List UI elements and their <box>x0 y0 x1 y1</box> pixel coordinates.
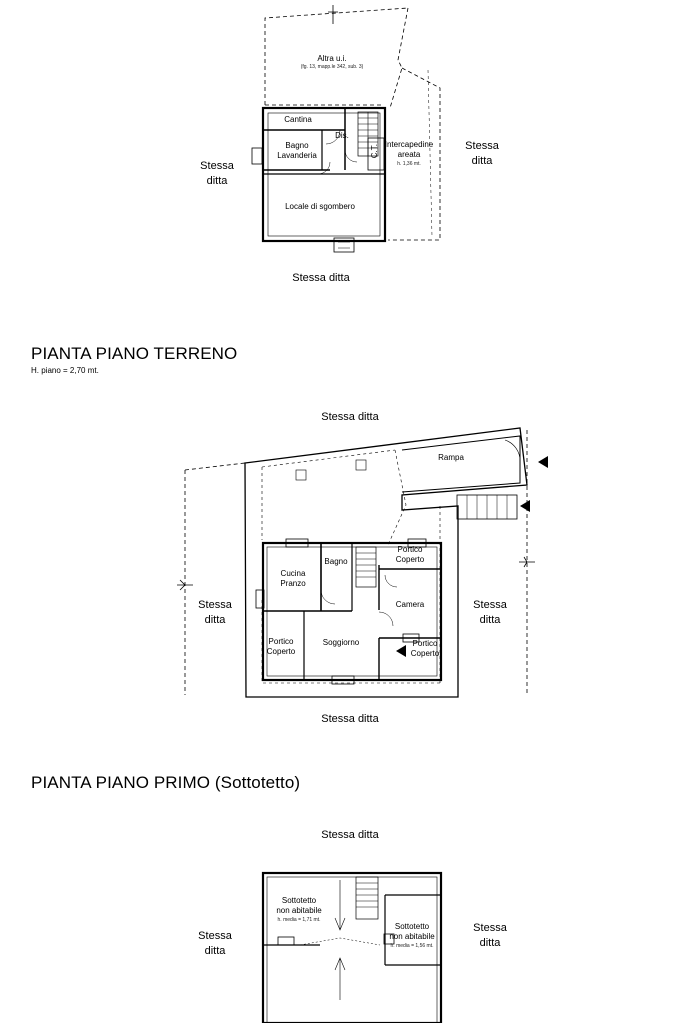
room-altra-ui: Altra u.i. <box>317 54 347 63</box>
first-floor-title: PIANTA PIANO PRIMO (Sottotetto) <box>31 773 301 792</box>
neighbor-basement-bottom: Stessa ditta <box>292 272 350 284</box>
neighbor-basement-left: Stessa ditta <box>200 160 234 187</box>
room-sottotetto-right-note: h. media = 1,56 mt. <box>390 943 434 949</box>
neighbor-basement-right: Stessa ditta <box>465 140 499 167</box>
room-cucina-pranzo: Cucina Pranzo <box>280 569 306 588</box>
neighbor-ground-top: Stessa ditta <box>321 411 379 423</box>
room-ct: C.T. <box>370 144 379 159</box>
neighbor-ground-left: Stessa ditta <box>198 599 232 626</box>
neighbor-ground-bottom: Stessa ditta <box>321 713 379 725</box>
neighbor-first-left: Stessa ditta <box>198 930 232 957</box>
room-sottotetto-left: Sottotetto non abitabile <box>276 896 322 915</box>
room-bagno-lavanderia: Bagno Lavanderia <box>277 141 317 160</box>
room-portico-coperto-top: Portico Coperto <box>395 545 425 564</box>
room-bagno: Bagno <box>324 557 348 566</box>
room-altra-ui-note: (fg. 13, mapp.le 342, sub. 3) <box>300 64 364 70</box>
room-locale-sgombero: Locale di sgombero <box>285 202 355 211</box>
ground-floor-plan <box>177 428 535 697</box>
room-portico-coperto-left: Portico Coperto <box>266 637 296 656</box>
room-soggiorno: Soggiorno <box>322 638 360 647</box>
room-dis: Dis. <box>335 131 349 140</box>
room-rampa: Rampa <box>438 453 464 462</box>
room-cantina: Cantina <box>284 115 312 124</box>
room-sottotetto-left-note: h. media = 1,71 mt. <box>277 917 321 923</box>
room-intercapedine: Intercapedine areata <box>384 140 434 159</box>
room-camera: Camera <box>395 600 425 609</box>
neighbor-first-top: Stessa ditta <box>321 829 379 841</box>
neighbor-first-right: Stessa ditta <box>473 922 507 949</box>
ground-floor-height: H. piano = 2,70 mt. <box>31 366 99 375</box>
room-portico-coperto-right: Portico Coperto <box>410 639 440 658</box>
neighbor-ground-right: Stessa ditta <box>473 599 507 626</box>
basement-plan <box>252 5 440 252</box>
ground-floor-title: PIANTA PIANO TERRENO <box>31 344 238 363</box>
room-sottotetto-right: Sottotetto non abitabile <box>389 922 435 941</box>
room-intercapedine-note: h. 1,36 mt. <box>397 161 421 167</box>
